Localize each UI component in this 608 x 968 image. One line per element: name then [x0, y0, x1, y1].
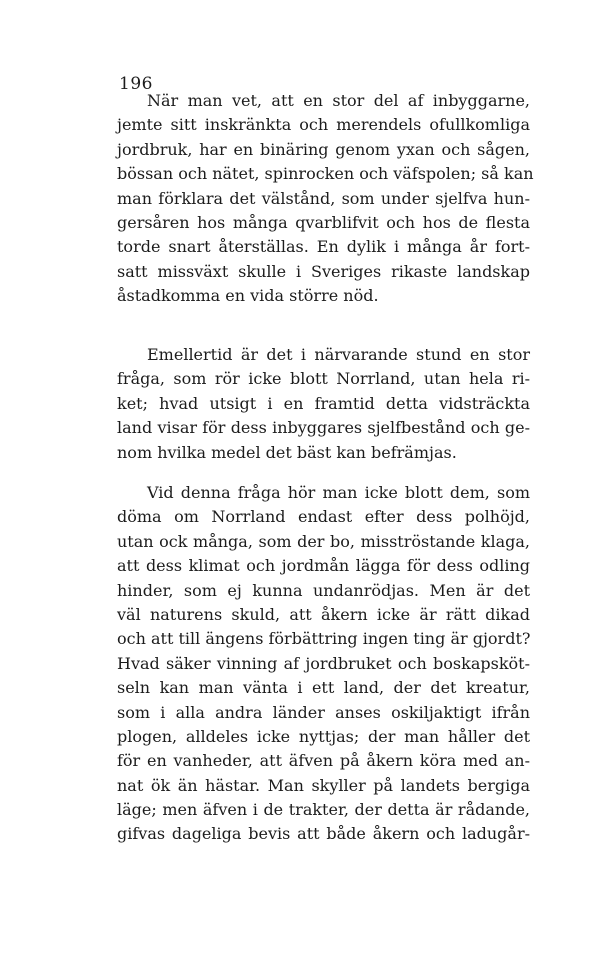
text-line: satt missväxt skulle i Sveriges rikaste landskap: [117, 261, 530, 281]
page-number: 196: [119, 74, 153, 94]
text-line: åstadkomma en vida större nöd.: [117, 286, 379, 306]
text-line: utan ock många, som der bo, misströstande klaga,: [117, 531, 530, 551]
paragraph-3: [117, 481, 530, 847]
text-line: Emellertid är det i närvarande stund en stor: [147, 345, 530, 364]
text-line: som i alla andra länder anses oskiljaktigt ifrån: [117, 702, 530, 722]
text-line: gersåren hos många qvarblifvit och hos de flesta: [117, 212, 530, 232]
text-line: nom hvilka medel det bäst kan befrämjas.: [117, 442, 457, 462]
text-line: för en vanheder, att äfven på åkern köra med an-: [117, 751, 530, 771]
text-line: döma om Norrland endast efter dess polhöjd,: [117, 507, 530, 527]
paragraph-1: [117, 89, 534, 309]
text-line: jordbruk, har en binäring genom yxan och sågen,: [117, 139, 530, 159]
text-line: Vid denna fråga hör man icke blott dem, som: [147, 483, 530, 502]
text-line: hinder, som ej kunna undanrödjas. Men är det: [117, 580, 530, 600]
text-line: seln kan man vänta i ett land, der det kreatur,: [117, 678, 530, 698]
text-line: bössan och nätet, spinrocken och väfspolen; så kan: [117, 164, 534, 184]
text-line: man förklara det välstånd, som under sjelfva hun-: [117, 188, 530, 208]
text-line: torde snart återställas. En dylik i många år fort-: [117, 237, 530, 257]
text-line: läge; men äfven i de trakter, der detta är rådande,: [117, 800, 530, 820]
text-line: att dess klimat och jordmån lägga för dess odling: [117, 556, 530, 576]
text-line: Hvad säker vinning af jordbruket och boskapsköt-: [117, 653, 530, 673]
text-line: plogen, alldeles icke nyttjas; der man håller det: [117, 726, 530, 746]
text-line: gifvas dageliga bevis att både åkern och ladugår-: [117, 824, 530, 844]
text-line: land visar för dess inbyggares sjelfbestånd och ge-: [117, 418, 530, 438]
text-line: nat ök än hästar. Man skyller på landets bergiga: [117, 775, 530, 795]
paragraph-2: [117, 343, 530, 465]
text-line: jemte sitt inskränkta och merendels ofullkomliga: [117, 115, 530, 135]
text-line: ket; hvad utsigt i en framtid detta vidsträckta: [117, 393, 530, 413]
text-line: fråga, som rör icke blott Norrland, utan hela ri-: [117, 369, 530, 389]
text-line: väl naturens skuld, att åkern icke är rätt dikad: [117, 604, 530, 624]
text-line: När man vet, att en stor del af inbyggarne,: [147, 91, 530, 110]
text-line: och att till ängens förbättring ingen ting är gjordt?: [117, 629, 531, 649]
